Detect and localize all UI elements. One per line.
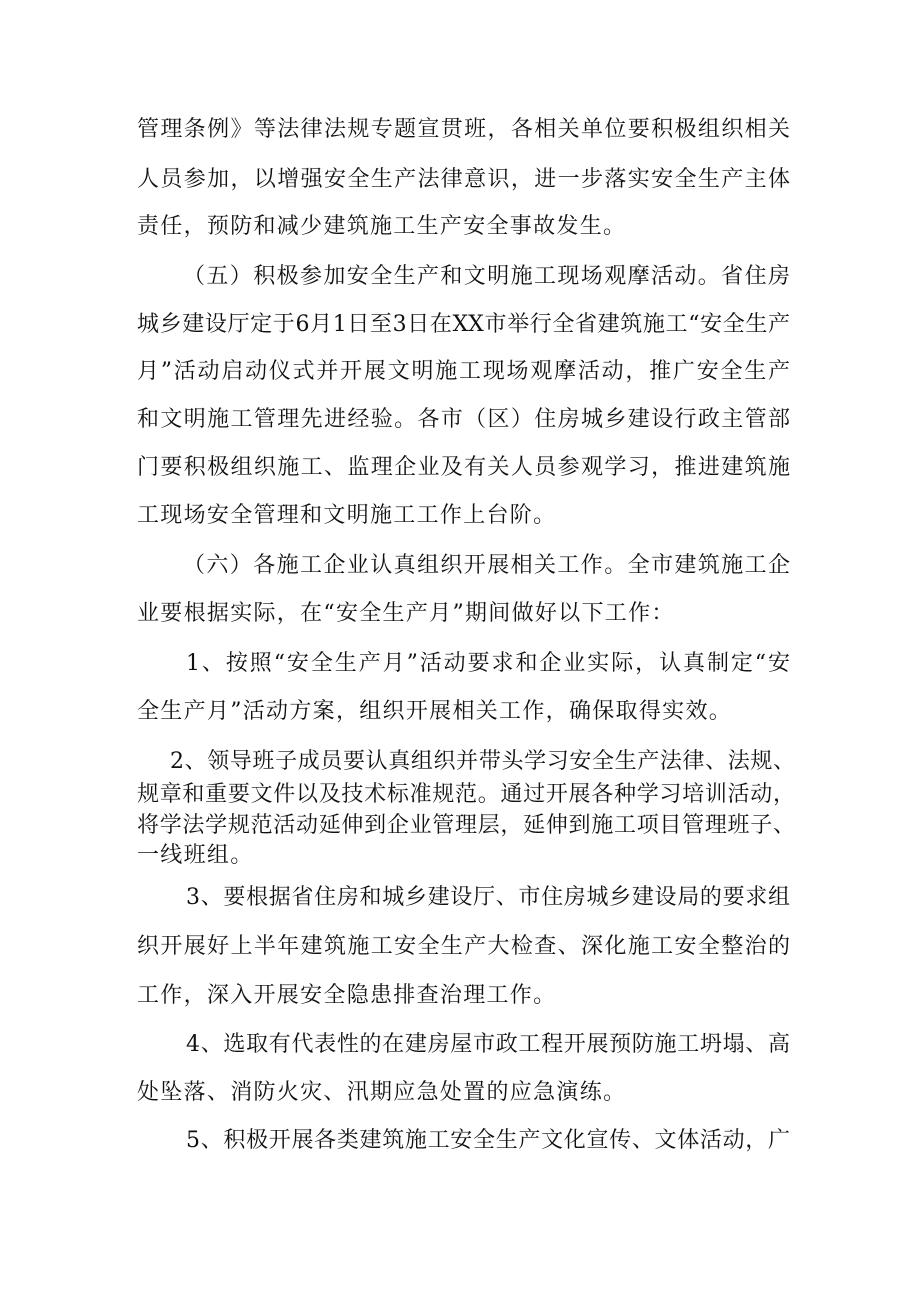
text-line: 处坠落、消防火灾、汛期应急处置的应急演练。 <box>137 1080 627 1105</box>
text-line: 责任，预防和减少建筑施工生产安全事故发生。 <box>137 214 627 239</box>
text-line: 2、领导班子成员要认真组织并带头学习安全生产法律、法规、 <box>170 749 795 774</box>
text-line: 1、按照“安全生产月”活动要求和企业实际，认真制定“安 <box>186 651 790 676</box>
text-line: 工作，深入开展安全隐患排查治理工作。 <box>137 983 557 1008</box>
text-line: 工现场安全管理和文明施工工作上台阶。 <box>137 503 557 528</box>
text-line: 织开展好上半年建筑施工安全生产大检查、深化施工安全整治的 <box>137 934 790 959</box>
text-line: 5、积极开展各类建筑施工安全生产文化宣传、文体活动，广 <box>186 1128 790 1153</box>
text-line: 3、要根据省住房和城乡建设厅、市住房城乡建设局的要求组 <box>186 885 790 910</box>
text-line: 月”活动启动仪式并开展文明施工现场观摩活动，推广安全生产 <box>137 359 790 384</box>
text-line: 将学法学规范活动延伸到企业管理层，延伸到施工项目管理班子、 <box>137 813 795 838</box>
text-line: （五）积极参加安全生产和文明施工现场观摩活动。省住房 <box>183 264 790 289</box>
text-line: （六）各施工企业认真组织开展相关工作。全市建筑施工企 <box>183 553 790 578</box>
text-line: 业要根据实际，在“安全生产月”期间做好以下工作： <box>137 601 675 626</box>
text-line: 和文明施工管理先进经验。各市（区）住房城乡建设行政主管部 <box>137 407 790 432</box>
text-line: 一线班组。 <box>137 843 254 868</box>
text-line: 管理条例》等法律法规专题宣贯班，各相关单位要积极组织相关 <box>137 117 790 142</box>
text-line: 规章和重要文件以及技术标准规范。通过开展各种学习培训活动， <box>137 782 795 807</box>
text-line: 门要积极组织施工、监理企业及有关人员参观学习，推进建筑施 <box>137 455 790 480</box>
text-line: 全生产月”活动方案，组织开展相关工作，确保取得实效。 <box>137 699 733 724</box>
text-line: 城乡建设厅定于6月1日至3日在XX市举行全省建筑施工“安全生产 <box>137 312 790 337</box>
text-line: 4、选取有代表性的在建房屋市政工程开展预防施工坍塌、高 <box>186 1032 790 1057</box>
text-line: 人员参加，以增强安全生产法律意识，进一步落实安全生产主体 <box>137 167 790 192</box>
